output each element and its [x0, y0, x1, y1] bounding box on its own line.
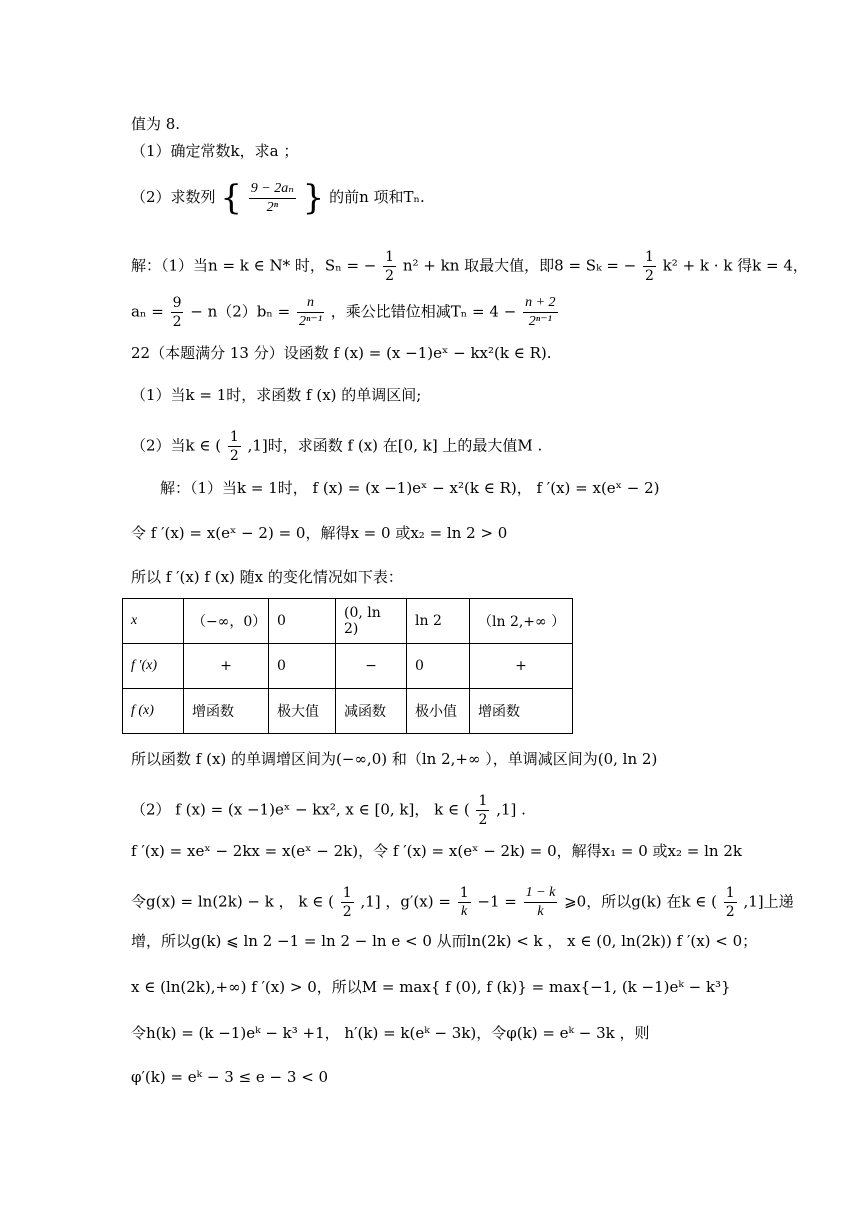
half-fraction-4	[476, 792, 489, 829]
half-den-4: 2	[478, 812, 488, 828]
table-cell: (0, ln 2)	[336, 599, 407, 644]
frac-9-2-num: 9	[172, 295, 182, 311]
table-cell: 增函数	[470, 689, 573, 734]
seq-fraction	[249, 180, 296, 217]
left-brace: {	[220, 178, 242, 218]
table-cell: ln 2	[407, 599, 470, 644]
line-3-post: 的前n 项和Tₙ.	[329, 188, 425, 206]
line-8-post: ,1]时，求函数 f (x) 在[0, k] 上的最大值M .	[247, 436, 543, 455]
table-cell: 极大值	[269, 689, 336, 734]
table-cell: −	[336, 644, 407, 689]
line-11: 所以 f ′(x) f (x) 随x 的变化情况如下表：	[131, 568, 403, 586]
line-5-b: − n（2）bₙ =	[190, 302, 291, 321]
half-den-5: 2	[342, 904, 352, 920]
problem-22-heading: 22（本题满分 13 分）设函数 f (x) = (x −1)eˣ − kx²(k ∈ R).	[131, 344, 552, 362]
table-cell: 0	[269, 644, 336, 689]
right-brace: }	[302, 178, 325, 218]
line-15-d: ⩾0，所以g(k) 在k ∈ (	[564, 892, 717, 911]
frac-tn-num: n + 2	[523, 294, 557, 313]
line-13-post: ,1] .	[496, 800, 526, 819]
half-num-4: 1	[478, 793, 488, 809]
half-num-2: 1	[645, 249, 654, 265]
line-3-pre: （2）求数列	[131, 188, 216, 206]
frac-bn-den: 2ⁿ⁻¹	[299, 314, 323, 329]
line-8-pre: （2）当k ∈ (	[131, 436, 222, 455]
half-den-3: 2	[229, 448, 239, 464]
line-17: x ∈ (ln(2k),+∞) f ′(x) > 0，所以M = max{ f (0), f (k)} = max{−1, (k −1)eᵏ − k³}	[131, 978, 731, 996]
line-5-a: aₙ =	[131, 302, 164, 321]
line-14: f ′(x) = xeˣ − 2kx = x(eˣ − 2k)，令 f ′(x) = x(eˣ − 2k) = 0，解得x₁ = 0 或x₂ = ln 2k	[131, 842, 742, 860]
frac-tn	[523, 294, 557, 331]
frac-1-k-num: 1	[459, 885, 469, 901]
half-num-5: 1	[342, 885, 352, 901]
line-12: 所以函数 f (x) 的单调增区间为(−∞,0) 和（ln 2,+∞ ），单调减区间为(0, ln 2)	[131, 750, 658, 768]
table-cell: f ′(x)	[123, 644, 184, 689]
table-cell: 0	[407, 644, 470, 689]
line-19: φ′(k) = eᵏ − 3 ≤ e − 3 < 0	[131, 1068, 329, 1086]
seq-fraction-den: 2ⁿ	[266, 199, 279, 215]
frac-bn-num: n	[297, 294, 324, 313]
frac-1-k	[458, 884, 471, 921]
frac-1-k-den: k	[461, 904, 468, 919]
line-8	[131, 428, 542, 465]
frac-bn	[297, 294, 324, 331]
line-15-a: 令g(x) = ln(2k) − k ， k ∈ (	[131, 892, 334, 911]
frac-9-2	[171, 294, 184, 331]
table-cell: f (x)	[123, 689, 184, 734]
table-cell: 减函数	[336, 689, 407, 734]
line-10: 令 f ′(x) = x(eˣ − 2) = 0，解得x = 0 或x₂ = ln 2 > 0	[131, 524, 508, 542]
line-5-c: ，乘公比错位相减Tₙ = 4 −	[330, 302, 517, 321]
table-row	[123, 599, 573, 644]
line-3	[131, 178, 425, 218]
table-row	[123, 689, 573, 734]
line-15-e: ,1]上递	[743, 892, 794, 911]
table-cell: +	[184, 644, 269, 689]
line-9: 解：（1）当k = 1时， f (x) = (x −1)eˣ − x²(k ∈ R)， f ′(x) = x(eˣ − 2)	[160, 479, 660, 497]
table-cell: 极小值	[407, 689, 470, 734]
half-fraction-5	[341, 884, 354, 921]
line-15	[131, 884, 794, 921]
line-4-pre: 解：（1）当n = k ∈ N* 时，Sₙ = −	[131, 256, 377, 275]
line-2: （1）确定常数k，求a ；	[131, 142, 299, 160]
half-fraction-6	[724, 884, 737, 921]
line-4-post: k² + k · k 得k = 4，	[662, 256, 808, 275]
line-4	[131, 248, 808, 285]
half-fraction-2	[643, 248, 656, 285]
line-5	[131, 294, 560, 331]
half-den-1: 2	[385, 268, 395, 284]
half-num-3: 1	[229, 429, 239, 445]
half-fraction-3	[228, 428, 241, 465]
table-cell: 增函数	[184, 689, 269, 734]
frac-1mk-den: k	[537, 904, 544, 919]
frac-1mk-k	[524, 884, 558, 921]
half-den-2: 2	[645, 268, 654, 284]
line-18: 令h(k) = (k −1)eᵏ − k³ +1， h′(k) = k(eᵏ − 3k)，令φ(k) = eᵏ − 3k ，则	[131, 1024, 650, 1042]
line-13-pre: （2） f (x) = (x −1)eˣ − kx², x ∈ [0, k]， k ∈ (	[131, 800, 470, 819]
line-1: 值为 8.	[131, 115, 181, 133]
seq-fraction-num: 9 − 2aₙ	[249, 180, 296, 199]
table-row	[123, 644, 573, 689]
frac-9-2-den: 2	[172, 314, 182, 330]
line-15-b: ,1] ，g′(x) =	[360, 892, 451, 911]
table-cell: +	[470, 644, 573, 689]
line-4-mid: n² + kn 取最大值，即8 = Sₖ = −	[402, 256, 637, 275]
half-fraction-1	[383, 248, 396, 285]
frac-1mk-num: 1 − k	[524, 884, 558, 903]
line-16: 增，所以g(k) ⩽ ln 2 −1 = ln 2 − ln e < 0 从而ln(2k) < k ， x ∈ (0, ln(2k)) f ′(x) < 0；	[131, 932, 758, 950]
frac-tn-den: 2ⁿ⁻¹	[528, 314, 552, 329]
half-den-6: 2	[725, 904, 735, 920]
line-7: （1）当k = 1时，求函数 f (x) 的单调区间;	[131, 386, 422, 404]
table-cell: （ln 2,+∞ ）	[470, 599, 573, 644]
half-num-1: 1	[385, 249, 395, 265]
table-cell: x	[123, 599, 184, 644]
half-num-6: 1	[725, 885, 735, 901]
variation-table	[122, 598, 573, 734]
line-15-c: −1 =	[477, 892, 517, 911]
line-13	[131, 792, 526, 829]
table-cell: 0	[269, 599, 336, 644]
table-cell: （−∞，0）	[184, 599, 269, 644]
